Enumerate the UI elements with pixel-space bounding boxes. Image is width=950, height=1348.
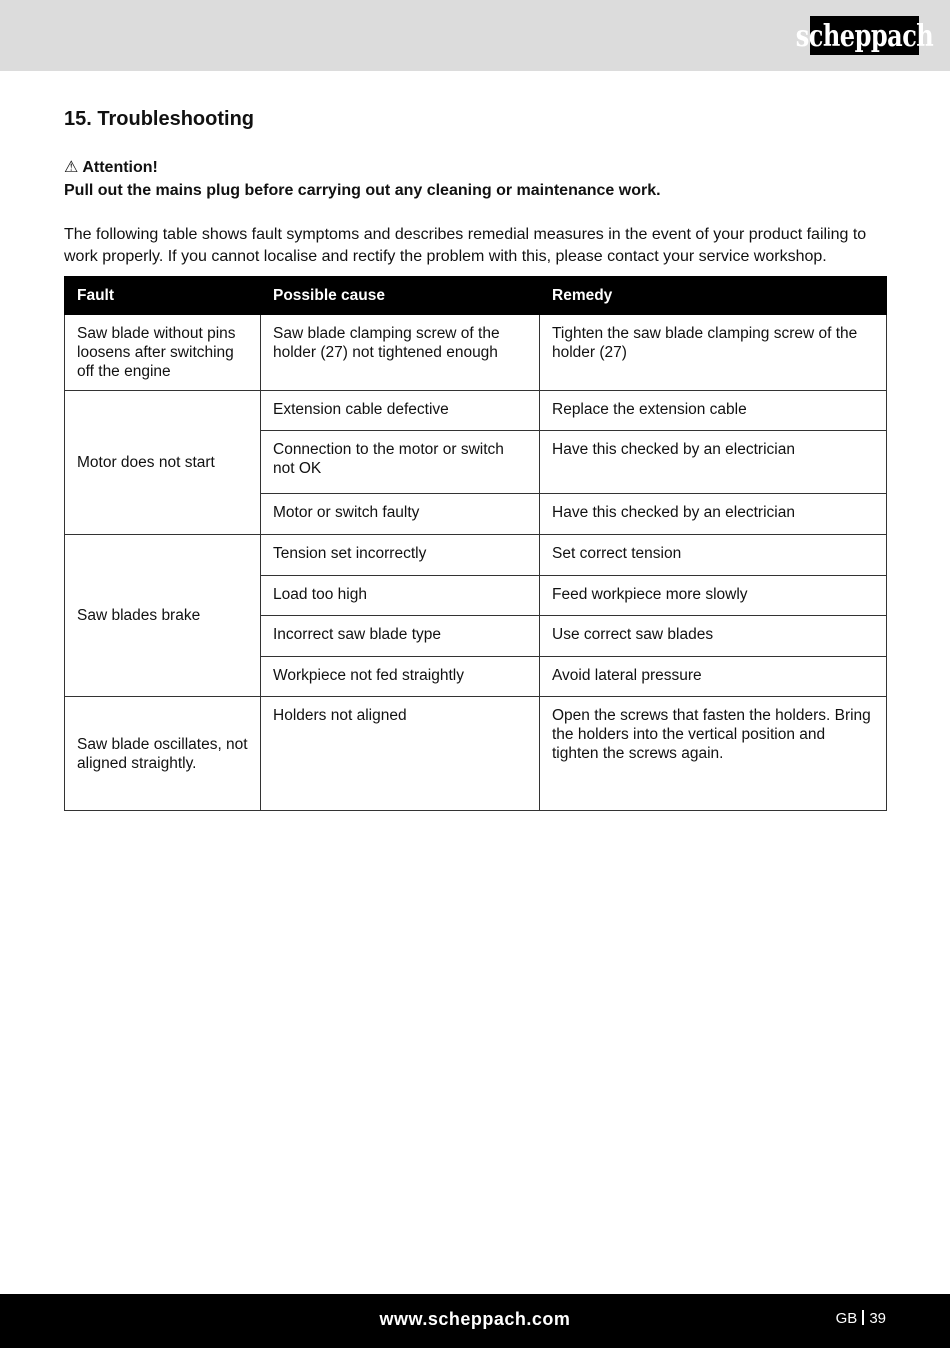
cause-cell: Extension cable defective (261, 391, 540, 431)
table-row (65, 697, 887, 811)
page-number: 39 (869, 1310, 886, 1327)
fault-cell: Saw blade without pins loosens after switching off the engine (65, 315, 261, 391)
remedy-cell: Replace the extension cable (540, 391, 887, 431)
intro-paragraph: The following table shows fault symptoms and describes remedial measures in the event of your product failing to work properly. If you cannot localise and rectify the problem with this, please contact your service workshop. (64, 226, 867, 265)
cause-cell: Connection to the motor or switch not OK (261, 431, 540, 494)
remedy-cell: Have this checked by an electrician (540, 431, 887, 494)
warning-triangle-icon: ⚠ (64, 159, 79, 176)
table-row (65, 315, 887, 391)
header-fault: Fault (65, 277, 261, 315)
separator-bar (862, 1310, 864, 1325)
table-header-row (65, 277, 887, 315)
brand-logo: scheppach (795, 17, 934, 54)
table-row (65, 391, 887, 431)
attention-block (64, 156, 886, 202)
remedy-cell: Have this checked by an electrician (540, 494, 887, 535)
footer-band (0, 1294, 950, 1348)
language-code: GB (835, 1310, 858, 1327)
remedy-cell: Open the screws that fasten the holders. Bring the holders into the vertical position and tighten the screws again. (540, 697, 887, 811)
main-content (64, 104, 886, 284)
page-indicator (836, 1294, 886, 1344)
fault-cell: Saw blade oscillates, not aligned straightly. (65, 697, 261, 811)
cause-cell: Saw blade clamping screw of the holder (27) not tightened enough (261, 315, 540, 391)
remedy-cell: Avoid lateral pressure (540, 657, 887, 697)
attention-label: Attention! (82, 159, 158, 176)
remedy-cell: Feed workpiece more slowly (540, 576, 887, 616)
fault-cell: Motor does not start (65, 391, 261, 535)
remedy-cell: Use correct saw blades (540, 616, 887, 657)
fault-cell: Saw blades brake (65, 535, 261, 697)
header-remedy: Remedy (540, 277, 887, 315)
cause-cell: Load too high (261, 576, 540, 616)
cause-cell: Workpiece not fed straightly (261, 657, 540, 697)
troubleshooting-table (64, 276, 887, 811)
section-title: 15. Troubleshooting (64, 108, 255, 130)
table-row (65, 535, 887, 576)
header-band (0, 0, 950, 71)
cause-cell: Tension set incorrectly (261, 535, 540, 576)
remedy-cell: Set correct tension (540, 535, 887, 576)
cause-cell: Motor or switch faulty (261, 494, 540, 535)
header-cause: Possible cause (261, 277, 540, 315)
attention-text: Pull out the mains plug before carrying out any cleaning or maintenance work. (64, 182, 661, 199)
footer-website-link[interactable]: www.scheppach.com (379, 1309, 571, 1329)
remedy-cell: Tighten the saw blade clamping screw of the holder (27) (540, 315, 887, 391)
cause-cell: Incorrect saw blade type (261, 616, 540, 657)
cause-cell: Holders not aligned (261, 697, 540, 811)
